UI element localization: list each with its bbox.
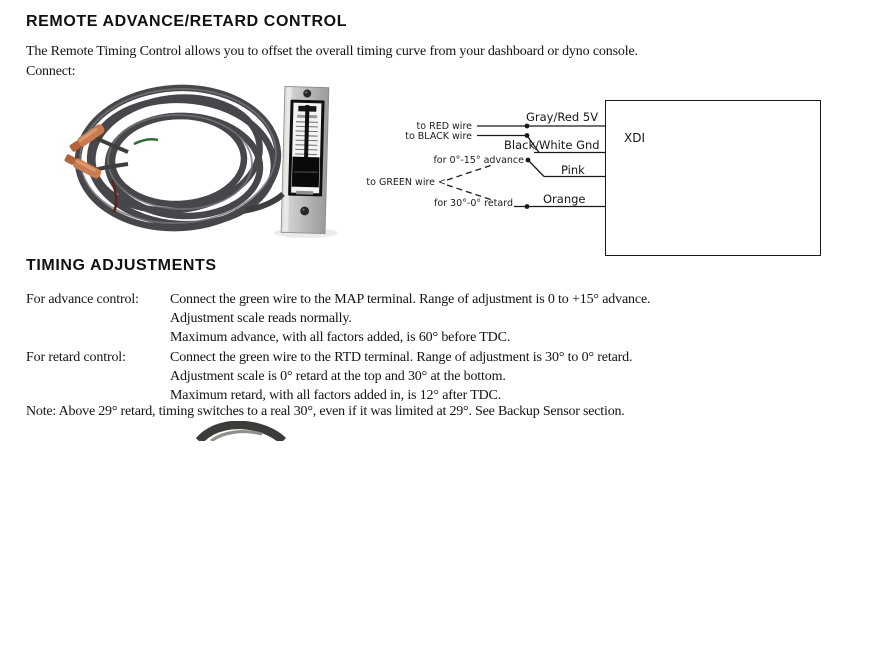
list-item [26,348,650,367]
retard-text-smudge [296,191,313,195]
intro-block [26,42,638,82]
list-item [26,367,650,386]
def-text: Connect the green wire to the MAP terminal. Range of adjustment is 0 to +15° advance. [170,292,651,307]
xdi-box-label: XDI [624,131,645,145]
black-white-gnd-label: Black/White Gnd [504,138,600,152]
retard-range-label: for 30°-0° retard [433,198,513,209]
to-red-wire-label: to RED wire [416,121,472,132]
junction-dots [525,124,531,209]
def-text: Connect the green wire to the RTD terminal. Range of adjustment is 30° to 0° retard. [170,349,633,365]
list-item [26,328,650,347]
partial-photo [196,421,288,441]
def-text: Adjustment scale reads normally. [170,311,352,327]
green-branch-upper [447,165,492,180]
def-text: Maximum advance, with all factors added, is 60° before TDC. [170,330,511,346]
def-text: Maximum retard, with all factors added in, is 12° after TDC. [170,388,502,404]
def-term: For retard control: [26,349,126,365]
xdi-box [605,100,821,256]
def-term: For advance control: [26,292,139,307]
slider-device [281,86,329,233]
green-wire [134,139,158,144]
pink-wire-label: Pink [561,163,585,177]
page-title: REMOTE ADVANCE/RETARD CONTROL [26,13,348,30]
list-item [26,290,650,309]
connect-label: Connect: [26,64,76,79]
intro-text: The Remote Timing Control allows you to offset the overall timing curve from your dashboard or dyno console. [26,44,638,59]
gray-red-5v-label: Gray/Red 5V [526,110,599,124]
list-item [26,309,650,328]
orange-wire-label: Orange [543,192,586,206]
note-text: Note: Above 29° retard, timing switches to a real 30°, even if it was limited at 29°. See Backup Sensor section. [26,404,625,419]
to-green-wire-label: to GREEN wire < [366,177,446,188]
advance-range-label: for 0°-15° advance [433,155,524,166]
product-photo [50,80,340,248]
to-black-wire-label: to BLACK wire [405,130,472,142]
def-text: Adjustment scale is 0° retard at the top and 30° at the bottom. [170,368,506,384]
adjustments-list [26,290,650,405]
timing-adjustments-heading: TIMING ADJUSTMENTS [26,257,217,274]
